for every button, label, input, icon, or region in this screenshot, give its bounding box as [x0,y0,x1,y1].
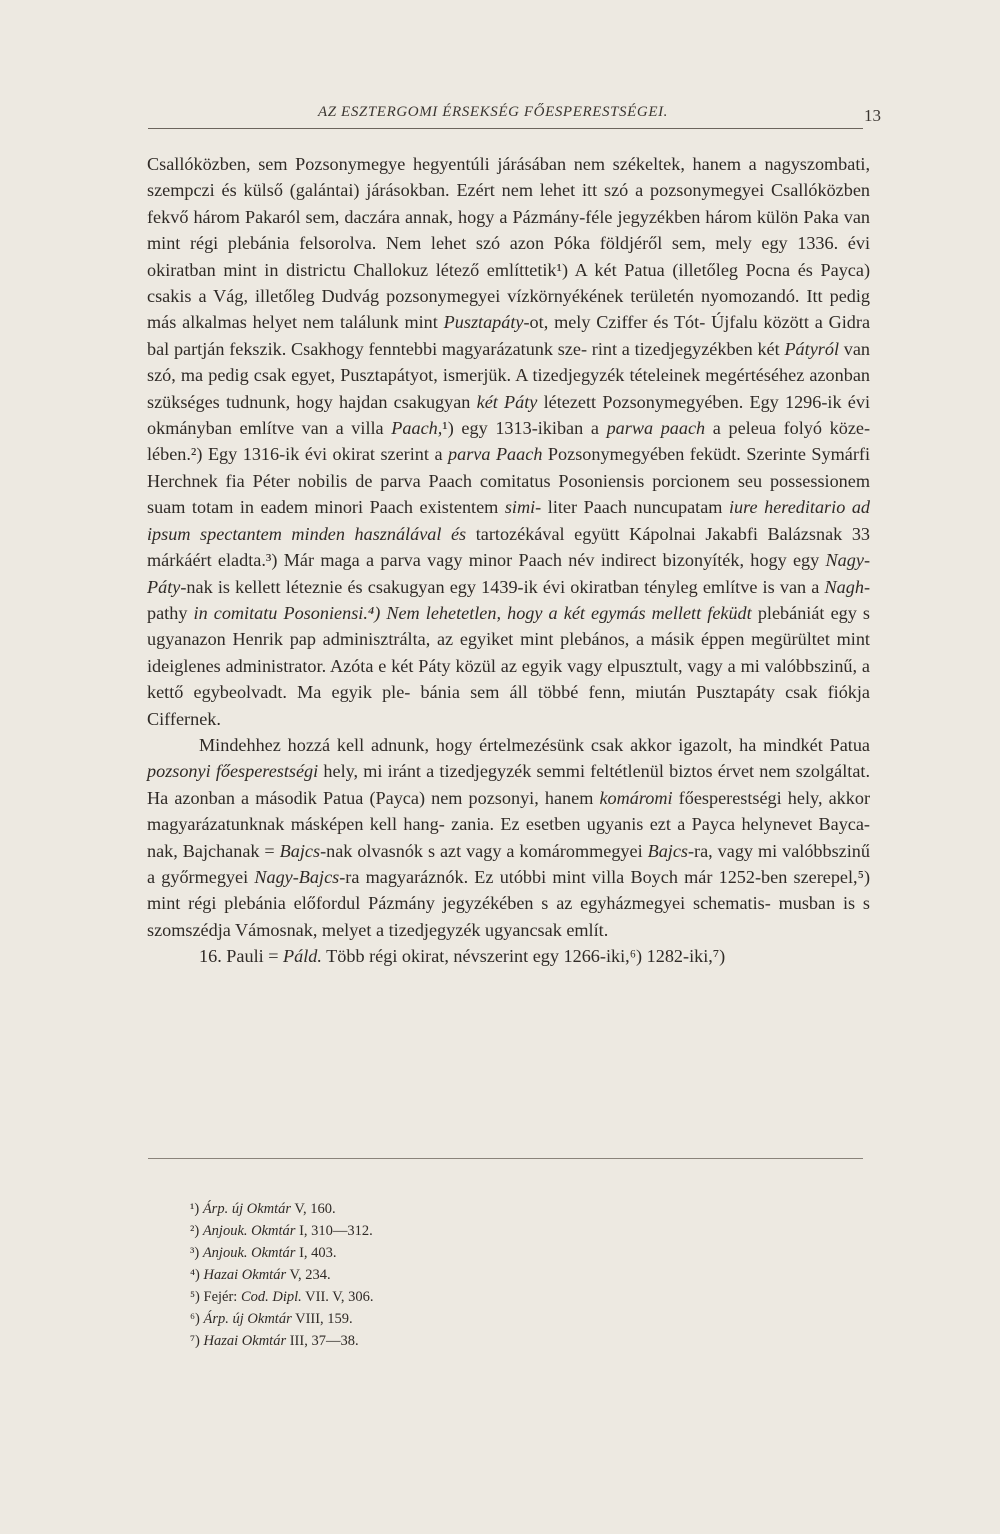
running-title: AZ ESZTERGOMI ÉRSEKSÉG FŐESPERESTSÉGEI. [318,104,669,120]
text-segment: pedig más alkalmas helyet nem találunk mint [147,286,871,333]
italic-segment: komáromi [599,787,673,808]
italic-segment: Bajcs [279,840,321,861]
text-segment: liter Paach nuncupatam [547,497,723,518]
text-segment: ³) [190,1245,203,1261]
text-segment: másik éppen megürültet mint ideiglenes administrator. Azóta e két Páty közül az [147,629,870,676]
italic-segment: Hazai Okmtár [203,1267,287,1283]
text-segment: ¹) egy 1313-ikiban a [442,418,607,439]
italic-segment: Páld. [283,946,322,967]
body-text [147,151,870,970]
text-segment: létezett Pozsonymegyében. Egy 1296-ik évi okmányban [147,391,870,439]
text-segment: -ot, mely Cziffer és Tót- [523,312,706,333]
italic-segment: Pusztapáty [443,312,524,333]
text-segment: plebániát egy s ugyanazon Henrik pap adminisztrálta, az egyiket mint plebános, a [147,602,870,650]
footnotes [190,1198,374,1352]
footnote-1 [190,1198,374,1220]
paragraph-2 [147,732,870,943]
italic-segment: Anjouk. Okmtár [202,1245,296,1261]
paragraph-3 [147,943,870,969]
text-segment: tartozékával együtt Kápolnai Jakabfi Balázsnak 33 márkáért eladta.³) Már maga a [147,523,871,571]
text-segment: mindkét Patua [763,734,871,755]
text-line [198,286,822,306]
italic-segment: pozsonyi főesperestségi [147,761,319,782]
text-segment: van szó, ma pedig csak egyet, Pusztapátyot, [147,338,870,386]
text-segment: ¹) [190,1201,203,1217]
text-segment: főesperestségi hely, akkor magyarázatunknak másképen kell hang- [147,787,871,835]
text-segment: ²) [190,1223,203,1239]
text-line [199,946,725,966]
text-segment: ⁷) [190,1333,204,1349]
footnote-5 [190,1286,374,1308]
italic-segment: parwa paach [606,418,706,439]
text-segment: pozsonymegyei Csallóközben fekvő három Pakaról sem, daczára annak, hogy a [147,180,870,227]
text-segment: Mindehhez hozzá kell adnunk, hogy értelmezésünk csak akkor igazolt, ha [199,734,757,755]
text-segment: pathy [147,602,188,623]
text-segment: -ra magyaráznók. Ez utóbbi mint villa Boych már 1252-ben szerepel,⁵) [339,866,871,887]
text-segment: hajdan csakugyan [338,391,477,412]
italic-segment: Nagy-Bajcs [254,866,340,887]
italic-segment: in comitatu Posoniensi.⁴) Nem lehetetlen, hogy a két egymás mellett feküdt [187,602,752,623]
text-segment: egyik vagy elpusztult, vagy a mi valóbbszinű, a kettő egybeolvadt. Ma egyik ple- [147,655,871,703]
italic-segment: Nagy-Páty [147,550,870,597]
text-segment: Szerinte Symárfi Herchnek fia Péter nobilis de parva Paach comitatus Posoniensis [147,444,870,491]
italic-segment: Cod. Dipl. [240,1289,302,1305]
text-segment: biztos érvet nem szolgáltat. Ha azonban a második Patua (Payca) nem pozsonyi, [147,761,870,808]
text-segment: Nem lehet szó azon Póka földjéről sem, mely egy 1336. évi okiratban mint in [147,233,871,280]
text-segment: Újfalu között a Gidra bal partján fekszik. Csakhogy fenntebbi magyarázatunk sze- [147,312,871,359]
text-segment: hely, mi iránt a tizedjegyzék semmi feltétlenül [318,761,664,782]
text-segment: hanem [544,787,600,808]
text-segment: III, 37—38. [286,1333,359,1349]
paragraph-1 [147,151,870,732]
text-segment: nagyszombati, szempczi és külső (galántai) járásokban. Ezért nem lehet itt szó a [147,154,871,201]
text-line [199,735,756,755]
text-segment: I, 310—312. [295,1223,373,1239]
text-segment: porcionem seu possessionem suam totam in eadem minori Paach existentem [147,470,870,518]
text-segment: musban is s szomszédja Vámosnak, melyet a tizedjegyzék ugyancsak említ. [147,893,870,940]
text-line [240,418,871,438]
text-segment: Pozsonymegyében feküdt. [542,444,741,465]
text-line [147,603,752,623]
italic-segment: Árp. új Okmtár [203,1311,292,1327]
italic-segment: simi- [504,497,542,518]
text-segment: Több régi okirat, névszerint egy 1266-iki,⁶) 1282-iki,⁷) [321,946,726,967]
text-segment: V, 160. [291,1201,336,1217]
footnote-4 [190,1264,374,1286]
text-line [147,444,741,464]
italic-segment: Anjouk. Okmtár [202,1223,296,1239]
text-line [147,154,757,174]
text-segment: VIII, 159. [291,1311,353,1327]
footnote-2 [190,1220,374,1242]
text-segment: ⁶) [190,1311,204,1327]
text-segment: districtu Challokuz létező említtetik¹) A két Patua (illetőleg Pocna és Payca) csakis [147,259,870,307]
text-segment: rint a tizedjegyzékben két [591,338,785,359]
text-segment: léteznie és csakugyan egy 1439-ik évi okiratban tényleg említve is van a [285,576,825,597]
text-segment: VII. V, 306. [301,1289,374,1305]
text-segment: -nak [320,840,353,861]
text-segment: lében.²) Egy 1316-ik évi okirat szerint a [147,444,449,465]
italic-segment: iure hereditario ad ipsum spectantem minden használával és [147,497,870,544]
italic-segment: Árp. új Okmtár [202,1201,292,1217]
page-number: 13 [864,106,881,125]
text-segment: ⁵) Fejér: [190,1289,241,1305]
text-segment: ⁴) [190,1267,204,1283]
text-segment: parva vagy minor Paach név indirect bizonyíték, hogy egy [380,550,826,571]
footnote-6 [190,1308,374,1330]
text-segment: a peleua folyó köze- [705,418,871,439]
footnote-7 [190,1330,374,1352]
text-segment: ismerjük. A tizedjegyzék tételeinek megértéséhez azonban szükséges tudnunk, hogy [147,365,870,412]
text-segment: zania. Ez esetben ugyanis ezt a Payca helynevet Bayca-nak, Bajchanak = [147,814,870,861]
italic-segment: Paach, [391,418,443,439]
text-segment: mint régi plebánia előfordul Pázmány jegyzékében s az egyházmegyei schematis- [147,893,771,914]
text-segment: Csallóközben, sem Pozsonymegye hegyentúli járásában nem székeltek, hanem a [147,154,757,174]
footnote-divider [148,1158,863,1159]
running-head [148,102,881,129]
text-line [147,893,771,913]
text-segment: a Vág, illetőleg Dudvág pozsonymegyei vízkörnyékének területén nyomozandó. Itt [198,286,823,307]
italic-segment: Pátyról [784,338,839,359]
text-segment: bánia sem áll többé fenn, miután Pusztapáty csak fiókja Ciffernek. [147,682,871,729]
text-segment: -ra, vagy mi valóbbszinű a győrmegyei [147,840,870,887]
italic-segment: Bajcs [647,840,688,861]
text-segment: említve van a villa [239,418,392,439]
footnote-3 [190,1242,374,1264]
italic-segment: két Páty [476,391,538,412]
text-segment: I, 403. [295,1245,337,1261]
text-segment: olvasnók s azt vagy a komárommegyei [357,840,648,861]
text-segment: 16. Pauli = [199,946,284,967]
italic-segment: Hazai Okmtár [203,1333,287,1349]
text-segment: V, 234. [286,1267,331,1283]
text-line [254,867,870,887]
text-line [286,577,870,597]
text-segment: Pázmány-féle jegyzékben három külön Paka van mint régi plebánia felsorolva. [147,206,871,254]
italic-segment: Nagh- [824,576,870,597]
text-segment: -nak is kellett [180,576,281,597]
italic-segment: parva Paach [448,444,543,465]
